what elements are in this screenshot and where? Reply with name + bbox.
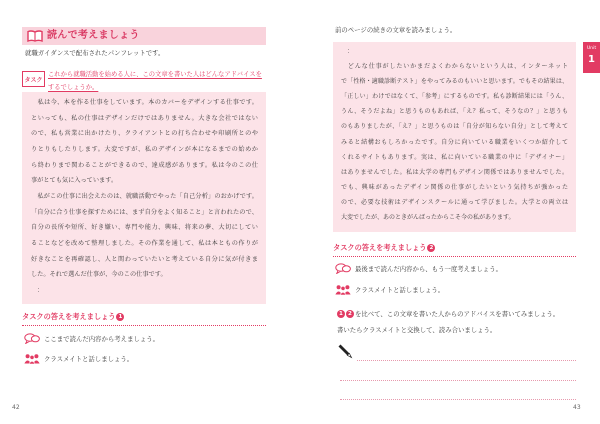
passage-line: 好きなことを再確認し、人と関わっていたいと考えている自分に気が付きま [31, 255, 258, 263]
task-number-badge: 1 [116, 313, 124, 321]
instruction-row [24, 332, 159, 344]
speech-bubble-icon [24, 333, 40, 344]
passage-line: はありませんでした。私は大学の専門もデザイン関係ではありませんでした。 [341, 168, 568, 176]
passage-line: で「性格・適職診断テスト」をやってみるのもいいと思います。でもその結果は、 [341, 78, 568, 86]
task-number-badge: 2 [346, 310, 354, 318]
writing-prompt-line [337, 324, 496, 335]
instruction-text: クラスメイトと話しましょう。 [355, 285, 445, 294]
passage-line: ので、私も営業に出かけたり、クライアントとの打ち合わせや印刷所とのや [31, 130, 258, 138]
passage-line: といっても、私の仕事はデザインだけではありません。大きな会社ではない [31, 114, 258, 122]
section-title: 読んで考えましょう [47, 30, 140, 41]
passage-line: ので、必要な技術はデザインスクールに通って学びました。大学との両立は [341, 198, 568, 206]
instruction-row [335, 283, 444, 295]
passage-line: ることなどを改めて整理しました。その作業を通して、私は本ともの作りが [31, 239, 258, 247]
speech-bubble-icon [335, 263, 351, 274]
writing-line [340, 399, 576, 400]
task-question [48, 69, 262, 94]
passage-line: した。それで選んだ仕事が、今のこの仕事です。 [31, 271, 167, 279]
passage-line: 自分の長所や短所、好き嫌い、専門や能力、興味、将来の夢、大切にしてい [31, 224, 258, 232]
task-heading [22, 312, 124, 322]
passage-line: どんな仕事がしたいかまだよくわからないという人は、インターネット [341, 63, 568, 71]
passage-continuation-mark: ： [347, 48, 354, 55]
writing-prompt-text: を比べて、この文章を書いた人からのアドバイスを書いてみましょう。 [355, 310, 560, 318]
passage-line: 「正しい」わけではなくて、「参考」にするものです。私も診断結果には「うん、 [341, 93, 568, 101]
section-header [22, 27, 266, 45]
passage-continuation-mark: ： [37, 286, 44, 294]
instruction-text: ここまで読んだ内容から考えましょう。 [44, 334, 160, 343]
task-label: タスク [22, 71, 45, 87]
unit-tab-label: Unit [586, 46, 597, 51]
task-number-badge: 2 [427, 244, 435, 252]
writing-prompt-line [337, 308, 559, 319]
passage-line: 「自分に合う仕事を探すためには、まず自分をよく知ること」と言われたので、 [31, 208, 258, 216]
reading-passage [22, 92, 266, 304]
passage-line: みると結構おもしろかったです。自分に向いている職業をいくつか紹介して [341, 138, 568, 146]
intro-text: 前のページの続きの文章を読みましょう。 [335, 26, 457, 34]
unit-tab [583, 42, 600, 73]
passage-line: ら終わりまで関わることができるので、達成感があります。私は今のこの仕 [31, 161, 258, 169]
passage-line: 事がとても気に入っています。 [31, 177, 118, 185]
writing-prompt-text: 書いたらクラスメイトと交換して、読み合いましょう。 [337, 326, 497, 334]
heading-dotted-rule [333, 256, 576, 257]
passage-line: 私がこの仕事に出会えたのは、就職活動でやった「自己分析」のおかげです。 [31, 192, 258, 200]
task-number-badge: 1 [337, 310, 345, 318]
intro-text: 就職ガイダンスで配布されたパンフレットです。 [25, 49, 165, 57]
passage-line: うん、そうだよね」と思うものもあれば、「え？私って、そうなの？」と思うも [341, 108, 568, 116]
classmates-icon [335, 284, 351, 295]
heading-dotted-rule [22, 325, 266, 326]
passage-line: のもありましたが、「え？」と思うものは「自分が知らない自分」として考えて [341, 123, 568, 131]
writing-line [357, 360, 576, 361]
task-heading-text: タスクの答えを考えましょう [333, 243, 427, 252]
task-question-line: するでしょうか。 [48, 83, 99, 91]
unit-tab-number: 1 [588, 54, 595, 65]
passage-line: 私は今、本を作る仕事をしています。本のカバーをデザインする仕事です。 [31, 99, 258, 106]
passage-line: でも、興味があったデザイン関係の仕事がしたいという気持ちが強かった [341, 183, 568, 191]
instruction-row [335, 262, 502, 274]
page-number: 42 [12, 404, 20, 411]
passage-line: りとりもしたりします。大変ですが、私のデザインが本になるまでの始めか [31, 145, 258, 153]
writing-line [340, 380, 576, 381]
reading-passage [333, 42, 576, 232]
page-number: 43 [573, 404, 581, 411]
task-heading-text: タスクの答えを考えましょう [22, 312, 116, 321]
passage-line: 大変でしたが、あのときがんばったからこそ今の私があります。 [341, 214, 515, 222]
task-heading [333, 243, 435, 253]
instruction-text: 最後まで読んだ内容から、もう一度考えましょう。 [355, 264, 502, 273]
instruction-text: クラスメイトと話しましょう。 [44, 354, 134, 363]
classmates-icon [24, 353, 40, 364]
passage-line: くれるサイトもあります。実は、私に向いている職業の中に「デザイナー」 [341, 153, 568, 161]
pencil-icon [337, 343, 353, 359]
instruction-row [24, 352, 133, 364]
task-question-line: これから就職活動を始める人に、この文章を書いた人はどんなアドバイスを [48, 71, 262, 78]
open-book-icon [27, 30, 43, 42]
